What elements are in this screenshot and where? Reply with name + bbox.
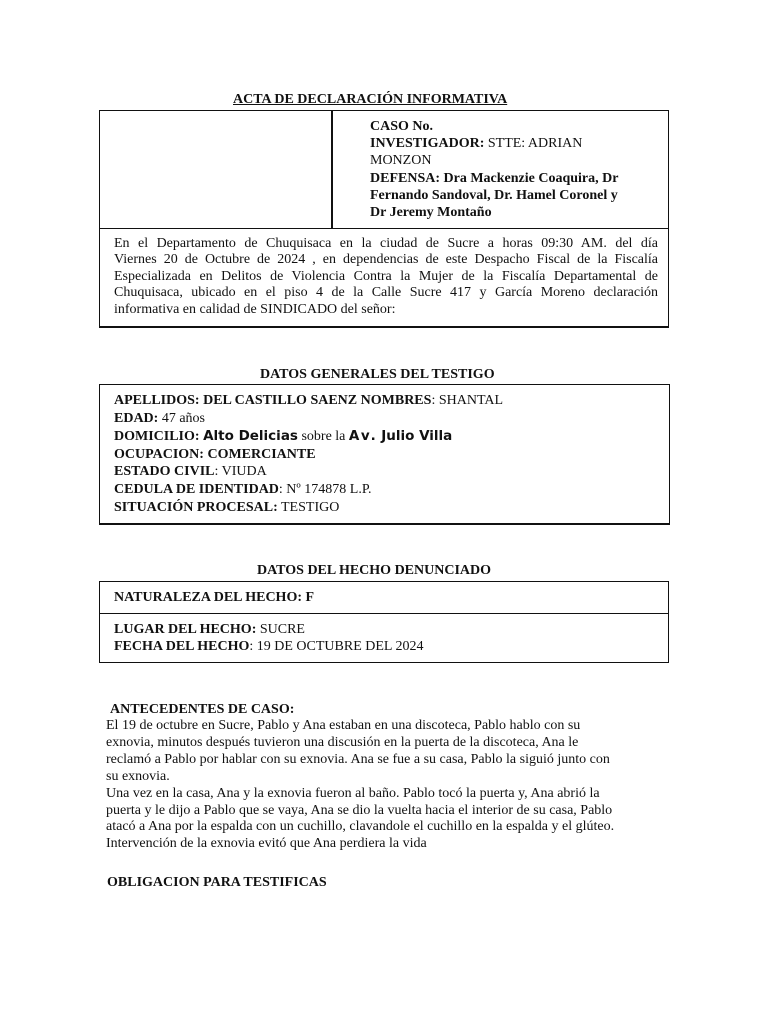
cedula-line	[114, 481, 372, 498]
defensa-line-2: Fernando Sandoval, Dr. Hamel Coronel y	[370, 188, 618, 203]
naturaleza-line: NATURALEZA DEL HECHO: F	[114, 590, 315, 605]
antecedentes-line: puerta y le dijo a Pablo que se vaya, Ana se dio la vuelta hacia el interior de su casa, Pablo	[106, 802, 613, 818]
investigador-value-cont: MONZON	[370, 153, 432, 168]
nombres-value: : SHANTAL	[431, 393, 504, 408]
obligacion-title: OBLIGACION PARA TESTIFICAS	[107, 875, 327, 890]
apellidos-line	[114, 392, 503, 409]
intro-line: En el Departamento de Chuquisaca en la ciudad de Sucre a horas 09:30 AM. del día	[114, 236, 658, 251]
antecedentes-line: exnovia, minutos después tuvieron una discusión en la puerta de la discoteca, Ana le	[106, 734, 579, 750]
edad-line	[114, 410, 205, 427]
fecha-value: : 19 DE OCTUBRE DEL 2024	[249, 639, 424, 654]
antecedentes-paragraph	[106, 718, 658, 853]
lugar-line	[114, 621, 305, 638]
antecedentes-line: atacó a Ana por la espalda con un cuchillo, clavandole el cuchillo en la espalda y el glúteo.	[106, 819, 615, 835]
intro-line: Especializada en Delitos de Violencia Contra la Mujer de la Fiscalía Departamental de	[114, 268, 658, 284]
cedula-value: : Nº 174878 L.P.	[278, 482, 372, 497]
domicilio-label: DOMICILIO:	[114, 429, 200, 444]
lugar-label: LUGAR DEL HECHO:	[114, 622, 257, 637]
situacion-label: SITUACIÓN PROCESAL:	[114, 500, 278, 515]
caso-number-label: CASO No.	[370, 119, 434, 134]
estado-civil-label: ESTADO CIVIL	[114, 464, 215, 479]
antecedentes-line: reclamó a Pablo por hablar con su exnovia. Ana se fue a su casa, Pablo la siguió junto con	[106, 751, 610, 767]
domicilio-line	[114, 428, 452, 445]
hecho-section-title: DATOS DEL HECHO DENUNCIADO	[257, 563, 492, 578]
intro-line: Chuquisaca, ubicado en el piso 4 de la Calle Sucre 417 y García Moreno declaración	[114, 285, 658, 301]
document-title: ACTA DE DECLARACIÓN INFORMATIVA	[233, 92, 508, 107]
antecedentes-line: El 19 de octubre en Sucre, Pablo y Ana estaban en una discoteca, Pablo hablo con su	[106, 718, 581, 733]
fecha-line	[114, 638, 423, 655]
estado-civil-value: : VIUDA	[214, 464, 267, 479]
investigador-label: INVESTIGADOR:	[370, 136, 485, 151]
situacion-line	[114, 499, 339, 516]
domicilio-avenue: Av.	[348, 428, 378, 444]
domicilio-place: Alto Delicias	[203, 428, 298, 444]
antecedentes-title: ANTECEDENTES DE CASO:	[110, 702, 295, 717]
intro-line: Viernes 20 de Octubre de 2024 , en dependencias de este Despacho Fiscal de la Fiscalía	[114, 252, 658, 268]
nombres-label: NOMBRES	[360, 393, 432, 408]
intro-line: informativa en calidad de SINDICADO del señor:	[114, 301, 396, 317]
fecha-label: FECHA DEL HECHO	[114, 639, 250, 654]
investigador-line	[370, 135, 582, 152]
investigador-value: STTE: ADRIAN	[484, 136, 583, 151]
lugar-value: SUCRE	[256, 622, 305, 637]
edad-label: EDAD:	[114, 411, 159, 426]
edad-value: 47 años	[158, 411, 206, 426]
estado-civil-line	[114, 463, 267, 480]
cedula-label: CEDULA DE IDENTIDAD	[114, 482, 279, 497]
domicilio-street: Julio Villa	[381, 428, 453, 444]
intro-paragraph	[114, 236, 658, 318]
case-box-divider	[331, 110, 333, 229]
apellidos-value: DEL CASTILLO SAENZ	[199, 393, 361, 408]
witness-section-title: DATOS GENERALES DEL TESTIGO	[260, 367, 495, 382]
domicilio-sobre: sobre la	[297, 429, 349, 444]
situacion-value: TESTIGO	[277, 500, 340, 515]
antecedentes-line: su exnovia.	[106, 768, 170, 784]
apellidos-label: APELLIDOS:	[114, 393, 200, 408]
ocupacion-line: OCUPACION: COMERCIANTE	[114, 447, 316, 462]
antecedentes-line: Una vez en la casa, Ana y la exnovia fueron al baño. Pablo tocó la puerta y, Ana abrió la	[106, 785, 600, 801]
defensa-line-1: DEFENSA: Dra Mackenzie Coaquira, Dr	[370, 171, 619, 186]
antecedentes-line: Intervención de la exnovia evitó que Ana perdiera la vida	[106, 836, 427, 852]
defensa-line-3: Dr Jeremy Montaño	[370, 205, 492, 220]
